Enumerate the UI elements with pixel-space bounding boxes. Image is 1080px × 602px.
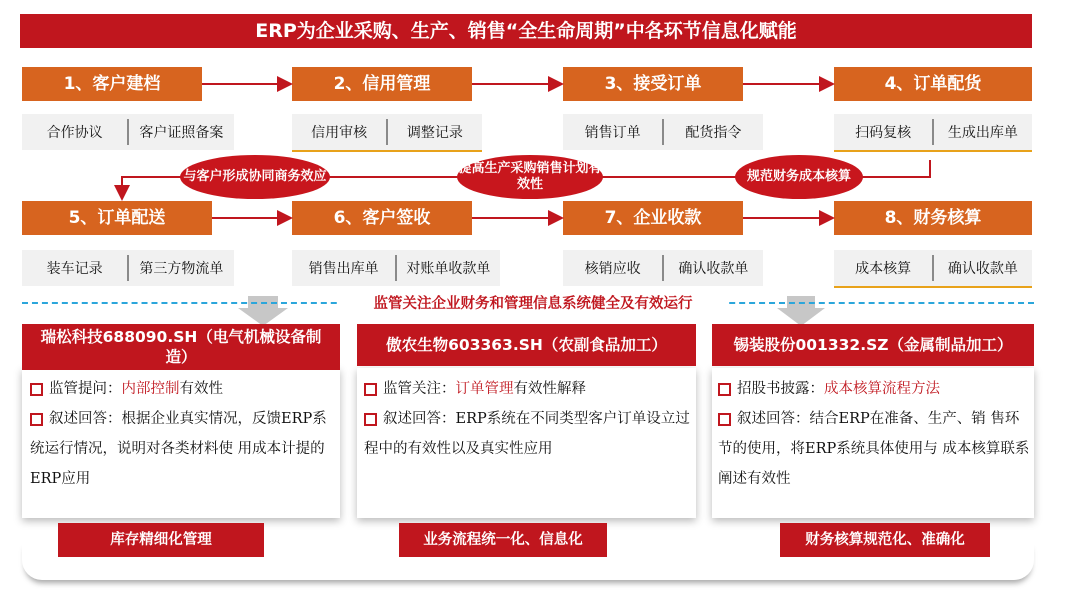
step-7-title: 7、企业收款 (563, 201, 743, 235)
square-bullet-icon (364, 383, 377, 396)
case-title: 锡装股份001332.SZ（金属制品加工） (712, 324, 1034, 366)
down-arrow-left (238, 296, 288, 326)
case-item: 招股书披露：成本核算流程方法 (718, 374, 1032, 404)
sub-item: 核销应收 (584, 261, 641, 277)
square-bullet-icon (30, 413, 43, 426)
case-body (364, 374, 692, 464)
step-5-title: 5、订单配送 (22, 201, 212, 235)
case-title: 傲农生物603363.SH（农副食品加工） (357, 324, 696, 366)
square-bullet-icon (30, 383, 43, 396)
sub-item: 调整记录 (406, 125, 463, 141)
sub-item: 装车记录 (46, 261, 103, 277)
sub-item: 销售出库单 (308, 261, 379, 277)
step-2-title: 2、信用管理 (292, 67, 472, 101)
case-title: 瑞松科技688090.SH（电气机械设备制造） (22, 324, 340, 370)
case-tag: 财务核算规范化、准确化 (780, 523, 990, 557)
step-4-title: 4、订单配货 (834, 67, 1032, 101)
sub-item: 第三方物流单 (139, 261, 224, 277)
sub-item: 配货指令 (685, 125, 742, 141)
case-body (718, 374, 1032, 494)
square-bullet-icon (718, 413, 731, 426)
case-item: 监管关注：订单管理有效性解释 (364, 374, 692, 404)
benefit-ellipse: 提高生产采购销售计划有效性 (457, 155, 603, 199)
case-body (30, 374, 334, 494)
sub-item: 销售订单 (584, 125, 641, 141)
banner-title: ERP为企业采购、生产、销售“全生命周期”中各环节信息化赋能 (20, 14, 1032, 48)
case-item: 叙述回答：结合ERP在准备、生产、销 售环节的使用，将ERP系统具体使用与 成本核算联系阐述有效性 (718, 411, 1030, 487)
sub-item: 对账单收款单 (406, 261, 491, 277)
sub-item: 合作协议 (46, 125, 103, 141)
down-arrow-right (777, 296, 825, 326)
step-6-title: 6、客户签收 (292, 201, 472, 235)
case-item: 叙述回答：ERP系统在不同类型客户订单设立过程中的有效性以及真实性应用 (364, 411, 690, 457)
case-tag: 库存精细化管理 (58, 523, 264, 557)
sub-item: 扫码复核 (855, 125, 912, 141)
sub-item: 信用审核 (311, 125, 368, 141)
step-3-title: 3、接受订单 (563, 67, 743, 101)
sub-item: 客户证照备案 (139, 125, 224, 141)
benefit-ellipse: 与客户形成协同商务效应 (180, 155, 330, 199)
benefit-ellipse: 规范财务成本核算 (735, 155, 863, 199)
sub-item: 确认收款单 (678, 261, 749, 277)
square-bullet-icon (718, 383, 731, 396)
case-tag: 业务流程统一化、信息化 (399, 523, 607, 557)
sub-item: 确认收款单 (947, 261, 1018, 277)
sub-item: 生成出库单 (947, 125, 1018, 141)
step-8-title: 8、财务核算 (834, 201, 1032, 235)
sub-item: 成本核算 (855, 261, 912, 277)
square-bullet-icon (364, 413, 377, 426)
step-1-title: 1、客户建档 (22, 67, 202, 101)
regulatory-note: 监管关注企业财务和管理信息系统健全及有效运行 (337, 292, 729, 313)
case-item: 叙述回答：根据企业真实情况，反馈ERP系统运行情况，说明对各类材料使 用成本计提的ERP应用 (30, 411, 327, 487)
case-item: 监管提问：内部控制有效性 (30, 374, 334, 404)
